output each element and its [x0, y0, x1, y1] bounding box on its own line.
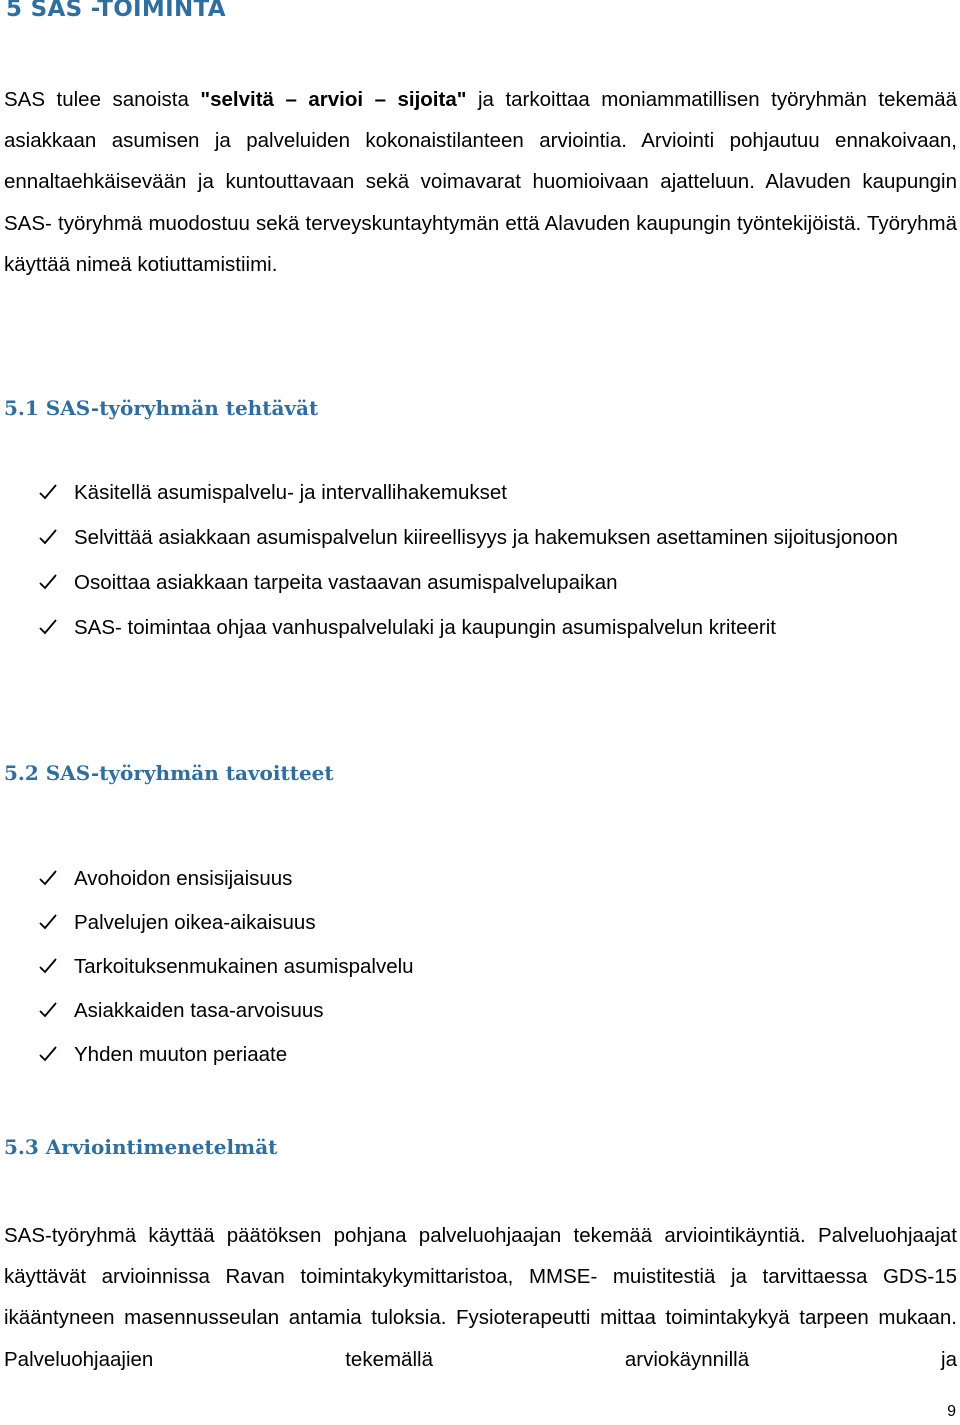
checkmark-icon — [38, 617, 58, 637]
list-item — [0, 902, 958, 943]
section-5-2-heading: 5.2 SAS-työryhmän tavoitteet — [4, 761, 334, 785]
checkmark-icon — [38, 527, 58, 547]
list-item-text: Tarkoituksenmukainen asumispalvelu — [74, 955, 414, 978]
list-item-text: Asiakkaiden tasa-arvoisuus — [74, 999, 324, 1022]
checkmark-icon — [38, 1044, 58, 1064]
list-item — [0, 607, 958, 648]
intro-prefix: SAS tulee sanoista — [4, 88, 201, 111]
list-item — [0, 946, 958, 987]
tasks-list — [0, 472, 960, 652]
list-item-text: Käsitellä asumispalvelu- ja intervallihakemukset — [74, 481, 507, 504]
list-item-text: Osoittaa asiakkaan tarpeita vastaavan asumispalvelupaikan — [74, 571, 618, 594]
intro-text: ja tarkoittaa moniammatillisen työryhmän tekemää asiakkaan asumisen ja palveluiden kokonaistilanteen arviointia. Arviointi pohjautuu ennakoivaan, ennaltaehkäisevään ja kuntouttavaan sekä voimavarat huomioivaan ajatteluun. Alavuden kaupungin SAS- työryhmä muodostuu sekä terveyskuntayhtymän että Alavuden kaupungin työntekijöistä. Työryhmä käyttää nimeä kotiuttamistiimi. — [4, 88, 957, 276]
list-item-text: Avohoidon ensisijaisuus — [74, 867, 293, 890]
intro-bold-phrase: "selvitä – arvioi – sijoita" — [200, 88, 467, 111]
list-item — [0, 517, 958, 558]
list-item-text: Yhden muuton periaate — [74, 1043, 288, 1066]
checkmark-icon — [38, 868, 58, 888]
list-item-text: Palvelujen oikea-aikaisuus — [74, 911, 316, 934]
list-item — [0, 858, 958, 899]
section-5-1-heading: 5.1 SAS-työryhmän tehtävät — [4, 396, 319, 420]
list-item — [0, 562, 958, 603]
page-number: 9 — [947, 1403, 956, 1420]
checkmark-icon — [38, 482, 58, 502]
checkmark-icon — [38, 956, 58, 976]
list-item-text: SAS- toimintaa ohjaa vanhuspalvelulaki ja kaupungin asumispalvelun kriteerit — [74, 616, 776, 639]
list-item-text: Selvittää asiakkaan asumispalvelun kiireellisyys ja hakemuksen asettaminen sijoitusjonoon — [74, 526, 898, 549]
list-item — [0, 1034, 958, 1075]
section-5-3-heading: 5.3 Arviointimenetelmät — [4, 1135, 278, 1159]
list-item — [0, 472, 958, 513]
list-item — [0, 990, 958, 1031]
checkmark-icon — [38, 572, 58, 592]
intro-paragraph — [4, 79, 957, 285]
methods-paragraph: SAS-työryhmä käyttää päätöksen pohjana palveluohjaajan tekemää arviointikäyntiä. Palveluohjaajat käyttävät arvioinnissa Ravan toimintakykymittaristoa, MMSE- muistitestiä ja tarvittaessa GDS-15 ikääntyneen masennusseulan antamia tuloksia. Fysioterapeutti mittaa toimintakykyä tarpeen mukaan. Palveluohjaajien tekemällä arviokäynnillä ja — [4, 1224, 957, 1371]
checkmark-icon — [38, 912, 58, 932]
checkmark-icon — [38, 1000, 58, 1020]
goals-list — [0, 858, 960, 1078]
chapter-heading: 5 SAS -TOIMINTA — [6, 0, 226, 22]
